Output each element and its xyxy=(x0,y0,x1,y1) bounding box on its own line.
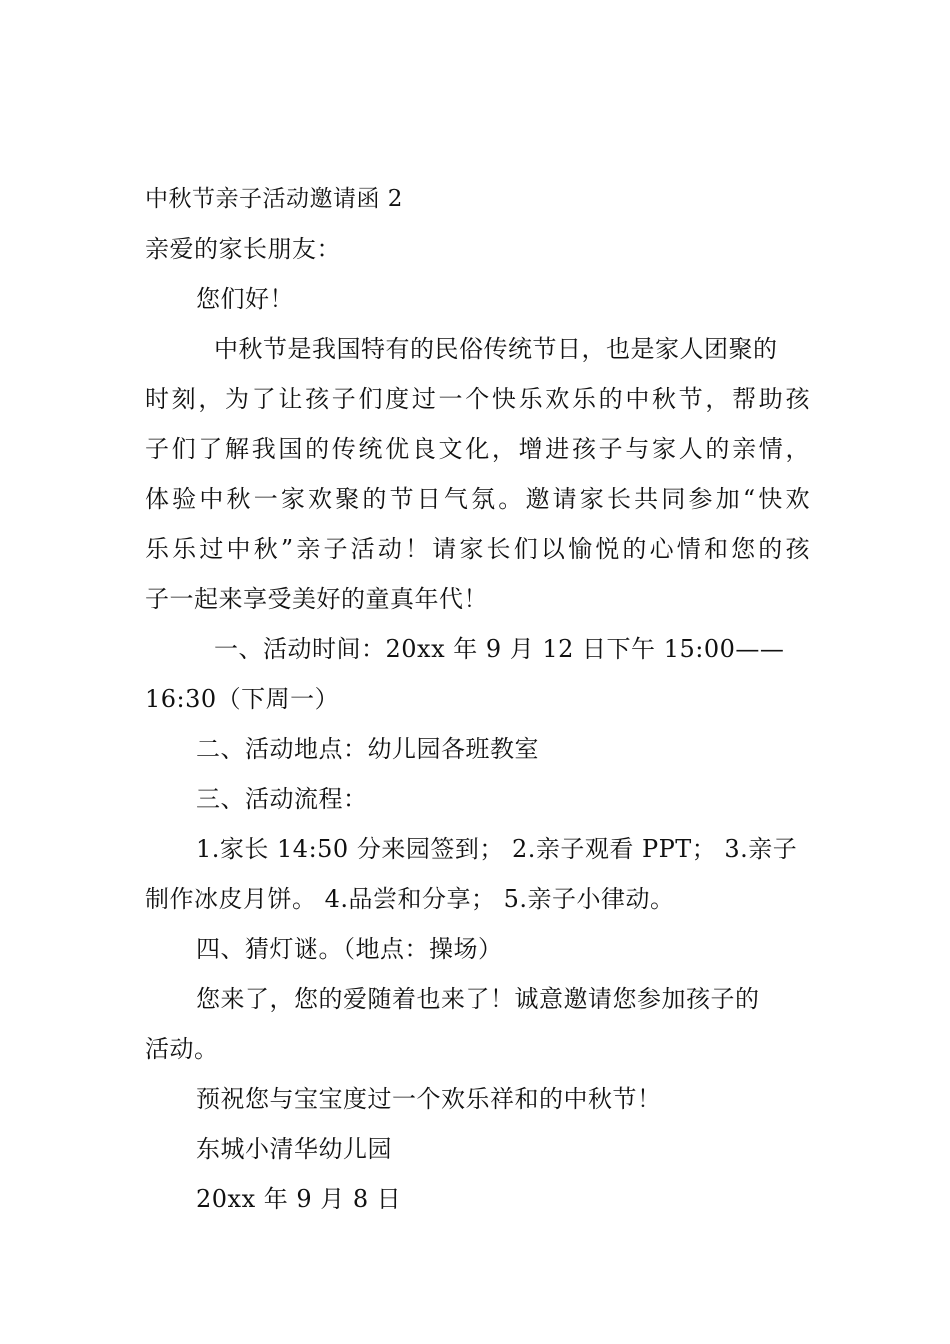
date-line: 20xx 年 9 月 8 日 xyxy=(196,1185,402,1213)
signature: 东城小清华幼儿园 xyxy=(196,1135,392,1163)
intro-line: 中秋节是我国特有的民俗传统节日，也是家人团聚的 xyxy=(214,335,778,363)
riddle-line: 四、猜灯谜。（地点：操场） xyxy=(196,935,503,963)
process-line: 制作冰皮月饼。 4.品尝和分享； 5.亲子小律动。 xyxy=(145,885,675,913)
intro-line: 子们了解我国的传统优良文化，增进孩子与家人的亲情， xyxy=(145,435,810,463)
location-line: 二、活动地点：幼儿园各班教室 xyxy=(196,735,539,763)
greeting: 您们好！ xyxy=(196,285,294,313)
time-line: 16:30（下周一） xyxy=(145,685,340,713)
wish-line: 预祝您与宝宝度过一个欢乐祥和的中秋节！ xyxy=(196,1085,662,1113)
process-title: 三、活动流程： xyxy=(196,785,368,813)
time-line: 一、活动时间：20xx 年 9 月 12 日下午 15:00—— xyxy=(214,635,785,663)
salutation: 亲爱的家长朋友： xyxy=(145,235,341,263)
invite-line: 活动。 xyxy=(145,1035,219,1063)
invite-line: 您来了，您的爱随着也来了！诚意邀请您参加孩子的 xyxy=(196,985,760,1013)
intro-line: 乐乐过中秋”亲子活动！请家长们以愉悦的心情和您的孩 xyxy=(145,535,810,563)
intro-line: 时刻，为了让孩子们度过一个快乐欢乐的中秋节，帮助孩 xyxy=(145,385,810,413)
intro-line: 子一起来享受美好的童真年代！ xyxy=(145,585,488,613)
document-title: 中秋节亲子活动邀请函 2 xyxy=(145,186,403,212)
intro-line: 体验中秋一家欢聚的节日气氛。邀请家长共同参加“快欢 xyxy=(145,485,810,513)
process-line: 1.家长 14:50 分来园签到； 2.亲子观看 PPT； 3.亲子 xyxy=(196,835,798,863)
